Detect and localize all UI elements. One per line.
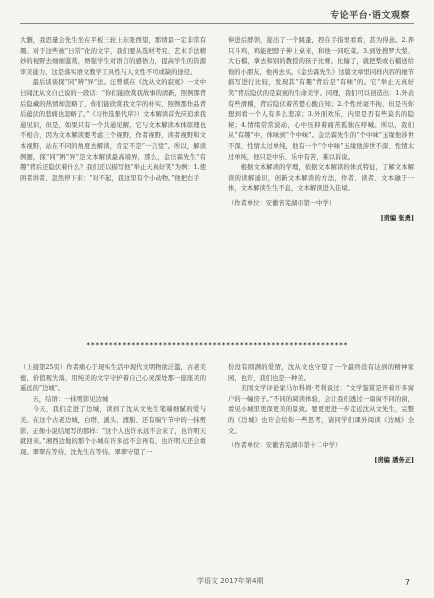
editor-credit: [责编 张勇] [380,214,414,222]
paragraph: 最后谈谈探“同”辨“异”法。汪曾祺在《沈从文的寂寞》一文中曰闻沈从文自已说的一段话：“你们能欣赏我故事的清新，照例那背后隐藏的热情却忽略了，你们能欣赏我文字的朴实，照例那作品背后蕴伏的悲痛也忽略了。”《习作选集代序》）文本解读首先应追求我通见识，但是，如果只有一个共通见解，它与文本解读本体原理也不相合，因为文本解读要考虑三个视野，作者视野、读者视野和文本视野，站在不同的角度去解读，肯定不是“一言堂”。所以，解读例题，探“同”辨“异”是文本解读最高境界，那么，金岳霖先生“有趣”背后还隐伏着什么？我们还以描写他“举止天真好笑”为例：1.使困者讲者、忽然停下来：“对不起，我这里有个小动物。”他把右手 [20,79,206,182]
top-article-left-column [20,36,206,274]
author-affiliation: （作者单位：安徽省芜湖市第十二中学） [228,442,342,450]
bottom-article-left-column [20,363,206,553]
editor-credit: [责编 潘务正] [374,456,414,464]
paragraph: 美国文学评论家马尔科姆·考利说过：“文学鉴赏是开着许多窗户的一幢房子。”不同的阅读体验，会让我们透过一扇窗不同的窗，看见小城里更深更美的景致。要更更进一步走近沈从文先生，完整的《边城》也许会给你一些思考，请同学们课外阅读《边城》全文。 [228,385,414,435]
section-heading: 五，结语：一抹剪影见边城 [32,395,109,403]
decorative-separator: ✶✶✶✶✶✶✶✶✶✶✶✶✶✶✶✶✶✶✶✶✶✶✶✶✶✶✶✶✶✶✶✶✶✶✶✶✶✶✶✶✶✶✶✶✶✶✶✶✶✶✶✶✶✶✶✶✶✶ [86,340,348,348]
paragraph: 伸进后脖领，捉出了一个跳蚤，捏在手指里看看，甚为得意。2.养只斗鸡，鸡能把脖子伸上桌来，和他一同吃菜。3.到处搜罗大梨、大石榴，拿去和别的教授的孩子比赛。比输了，就把梨或石榴送给他的小朋友，他再去买。《金岳霖先生》这篇文章里同样内容的细节描写进行比较，发现其“有趣”背后是“有味”的。它“举止天真好笑”背后隐伏的是寂寞的生命美学。同理，我们可以创造出：1.外表有些滑稽，背后隐伏着苦楚心酸自知；2.个性丝毫不拘，但是当你想到看一个人有多么悲凉；3.外面欢乐，内里是否有些莫名的隐秘；4.情绪常常波动，心中压抑着痛苦孤独在呼喊。所以，我们从“有趣”中，体味到“个中味”。金岳霖先生的“个中味”玉缘他涉世不深、性情太过单纯，他有一个“个中味”玉缘他涉世不深、性情太过单纯，他只是中乐、乐中有苦，难以诉说。 [228,37,414,161]
paragraph: 份没有圆满的爱情，沈从文也守望了一个最终没有达到的精神家园，也许，我们也是一种美。 [228,364,414,382]
top-article-right-column [228,36,414,251]
paragraph: 大删，我思量会先生坐在平板三轮上东张西望，那情景一定非常有趣。对于这些被“日常”化的文字，我们要从选材考究、艺术手法精妙的视野去细细鉴赏，增强学生对语言的感悟力，提高学生的资源审美能力，这是落实语文教学工具性与人文性不可或缺的途径。 [20,37,206,76]
header-rule [20,23,414,24]
paragraph: （上接第25页）作者痛心于现实生活中现代文明物欲泛滥，古老美德，价值观失落，用纯美的文字守护着自己心灵深处那一座座美的遥远的“边城”。 [20,364,206,393]
journal-name: 学语文 2017年第4期 [197,577,264,585]
paragraph: 根据文本解读的学理，依据文本解读的体式特征，了解文本解读的读解通识，创新文本解读的方法，作者、读者、文本融于一体，文本解读生生不息，文本解读进入佳境。 [228,164,414,193]
page-number: 7 [404,578,410,587]
section-header: 专论平台·语文观察 [330,11,410,21]
author-affiliation: （作者单位：安徽省芜湖市第一中学） [228,199,336,207]
paragraph: 今天，我们走进了边城，读到了沈从文先生笔端细腻的爱与美。在这个古老边城，白塔、溪头、渡船、还有端午节中的一抹剪影，正像小说结尾写的那样：“这个人也许永远不会来了，也许明天就回来。”湘西边地的那个小城在许多远不会再有，也许明天还会重现。翠翠在等待，沈先生在等待。翠翠守望了一 [20,406,206,456]
bottom-article-right-column [228,363,414,548]
